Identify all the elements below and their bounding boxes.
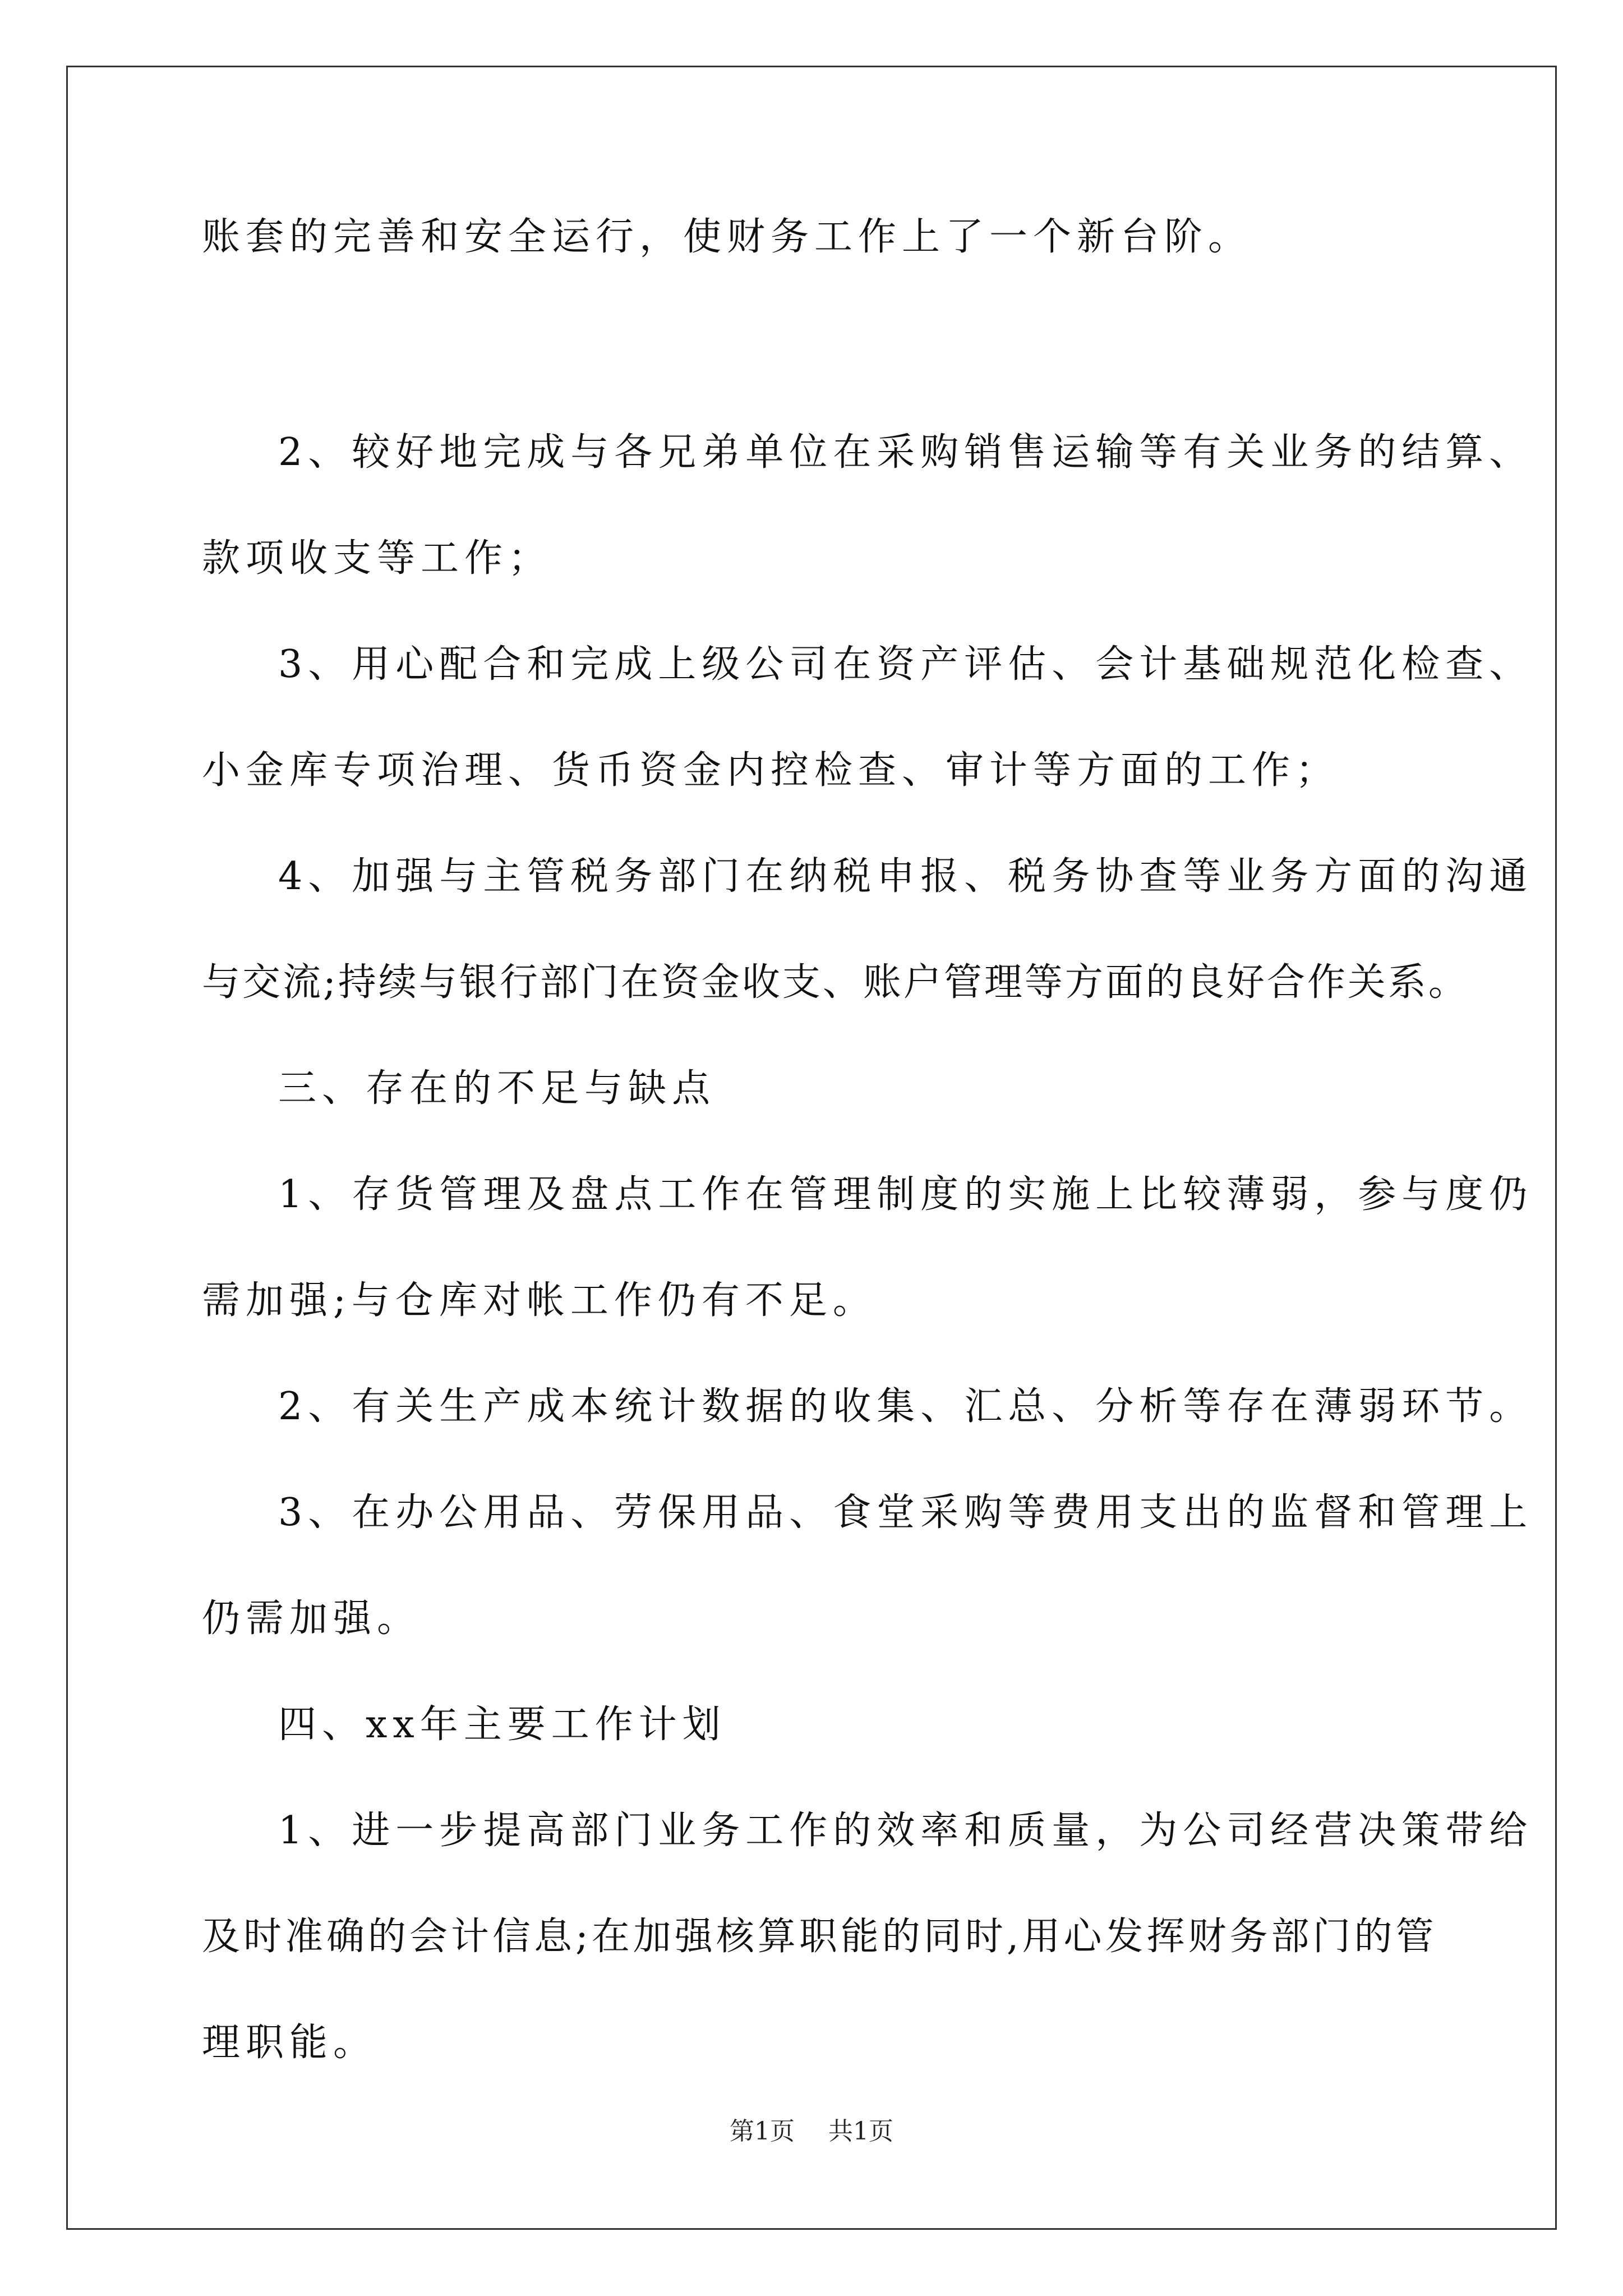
paragraph-line: 与交流;持续与银行部门在资金收支、账户管理等方面的良好合作关系。: [202, 960, 1469, 1005]
paragraph-line: 理职能。: [202, 2021, 377, 2065]
page-footer: [0, 2115, 1623, 2148]
paragraph-line: 1、存货管理及盘点工作在管理制度的实施上比较薄弱，参与度仍: [278, 1172, 1533, 1217]
paragraph-line: 1、进一步提高部门业务工作的效率和质量，为公司经营决策带给: [278, 1809, 1533, 1853]
paragraph-line: 及时准确的会计信息;在加强核算职能的同时,用心发挥财务部门的管: [202, 1915, 1437, 1959]
section-heading: 三、存在的不足与缺点: [278, 1066, 716, 1111]
paragraph-line: 需加强;与仓库对帐工作仍有不足。: [202, 1278, 877, 1323]
page-number: 第1页: [730, 2117, 795, 2146]
paragraph-line: 款项收支等工作；: [202, 536, 552, 581]
page-total: 共1页: [828, 2117, 893, 2146]
paragraph-line: 仍需加强。: [202, 1596, 421, 1641]
paragraph-line: 4、加强与主管税务部门在纳税申报、税务协查等业务方面的沟通: [278, 854, 1533, 899]
paragraph-line: 2、有关生产成本统计数据的收集、汇总、分析等存在薄弱环节。: [278, 1384, 1533, 1429]
paragraph-line: 2、较好地完成与各兄弟单位在采购销售运输等有关业务的结算、: [278, 430, 1533, 475]
paragraph-line: 账套的完善和安全运行，使财务工作上了一个新台阶。: [202, 215, 1252, 259]
paragraph-line: 3、用心配合和完成上级公司在资产评估、会计基础规范化检查、: [278, 642, 1533, 687]
paragraph-line: 小金库专项治理、货币资金内控检查、审计等方面的工作；: [202, 748, 1340, 793]
document-body: [202, 210, 1533, 2069]
paragraph-line: 3、在办公用品、劳保用品、食堂采购等费用支出的监督和管理上: [278, 1490, 1533, 1535]
section-heading: 四、xx年主要工作计划: [278, 1703, 726, 1747]
